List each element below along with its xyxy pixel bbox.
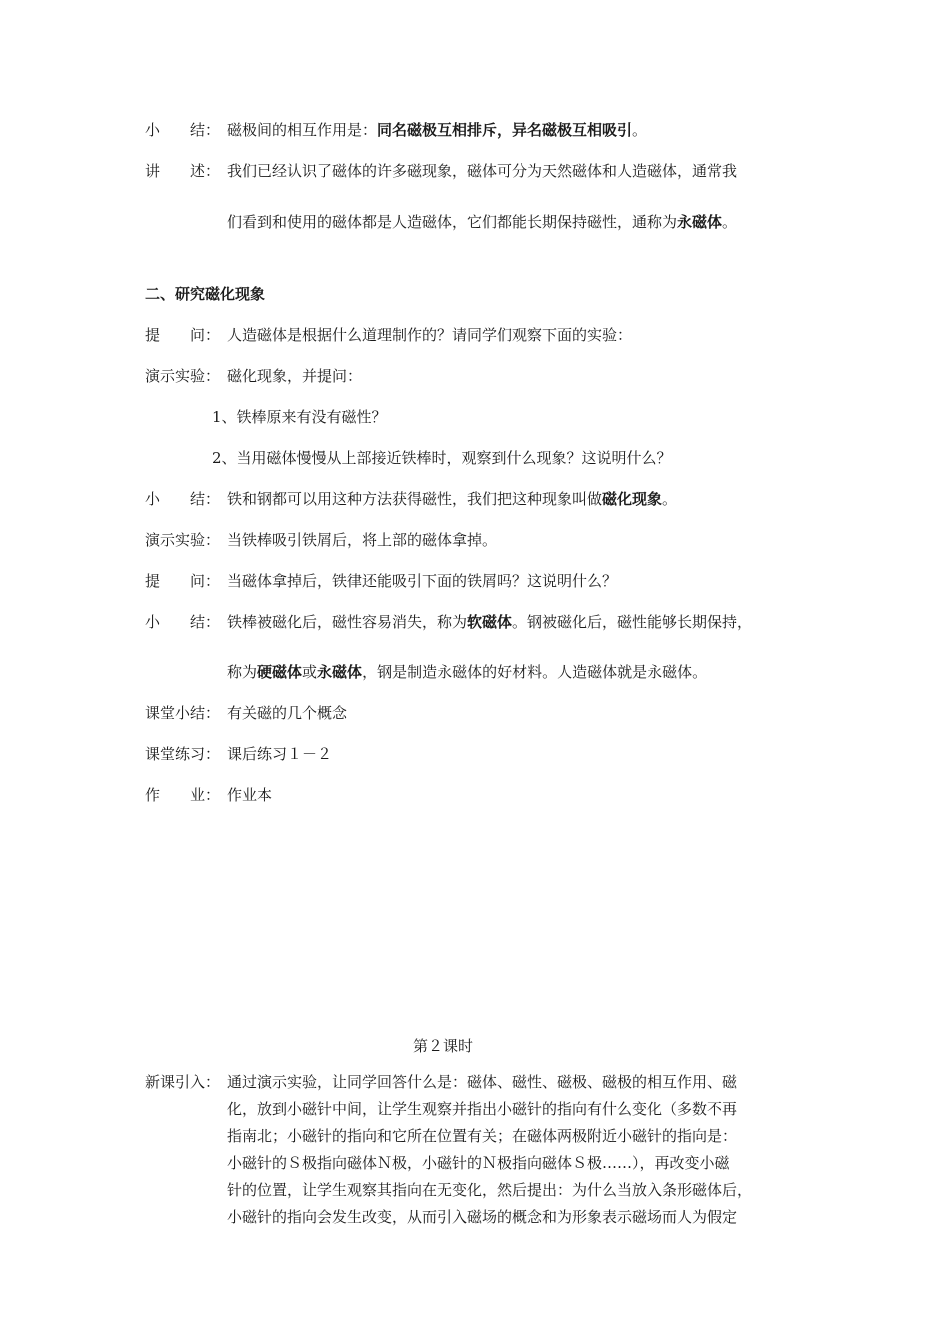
intro-line-4: 小磁针的Ｓ极指向磁体Ｎ极，小磁针的Ｎ极指向磁体Ｓ极……），再改变小磁 bbox=[227, 1154, 730, 1172]
bold-text: 永磁体 bbox=[677, 213, 723, 231]
text: 或 bbox=[302, 663, 318, 681]
narration-line-1 bbox=[145, 161, 737, 181]
text: 磁化现象，并提问： bbox=[227, 367, 363, 385]
class-practice bbox=[145, 744, 332, 764]
text: 们看到和使用的磁体都是人造磁体，它们都能长期保持磁性，通称为 bbox=[227, 213, 678, 231]
label: 演示实验： bbox=[145, 367, 221, 385]
demo-item-1: 1、铁棒原来有没有磁性？ bbox=[212, 408, 387, 426]
text: 铁棒被磁化后，磁性容易消失，称为 bbox=[227, 613, 468, 631]
text: 当铁棒吸引铁屑后，将上部的磁体拿掉。 bbox=[227, 531, 498, 549]
text: 。 bbox=[662, 490, 678, 508]
text: 铁和钢都可以用这种方法获得磁性，我们把这种现象叫做 bbox=[227, 490, 603, 508]
text: 课后练习１－２ bbox=[227, 745, 333, 763]
homework bbox=[145, 785, 272, 805]
label: 作 业： bbox=[145, 786, 221, 804]
class-summary bbox=[145, 703, 347, 723]
text: 称为 bbox=[227, 663, 258, 681]
question-line-2 bbox=[145, 571, 617, 591]
label: 小 结： bbox=[145, 121, 221, 139]
label: 小 结： bbox=[145, 613, 221, 631]
summary-line-3 bbox=[145, 612, 752, 632]
label: 讲 述： bbox=[145, 162, 221, 180]
text: 。 bbox=[632, 121, 648, 139]
bold-text: 磁化现象 bbox=[602, 490, 663, 508]
summary-line-2 bbox=[145, 489, 677, 509]
section-heading: 二、研究磁化现象 bbox=[145, 285, 266, 303]
text: 作业本 bbox=[227, 786, 273, 804]
label: 课堂练习： bbox=[145, 745, 221, 763]
bold-text: 软磁体 bbox=[467, 613, 513, 631]
demo-line-2 bbox=[145, 530, 497, 550]
bold-text: 硬磁体 bbox=[257, 663, 303, 681]
bold-text: 同名磁极互相排斥，异名磁极互相吸引 bbox=[377, 121, 633, 139]
text: 。 bbox=[722, 213, 738, 231]
text: 通过演示实验，让同学回答什么是：磁体、磁性、磁极、磁极的相互作用、磁 bbox=[227, 1073, 738, 1091]
label: 课堂小结： bbox=[145, 704, 221, 722]
bold-text: 永磁体 bbox=[317, 663, 363, 681]
narration-line-2 bbox=[227, 212, 737, 232]
demo-item-2: 2、当用磁体慢慢从上部接近铁棒时，观察到什么现象？这说明什么？ bbox=[212, 449, 672, 467]
intro-line-3: 指南北；小磁针的指向和它所在位置有关；在磁体两极附近小磁针的指向是： bbox=[227, 1127, 738, 1145]
text: 。钢被磁化后，磁性能够长期保持， bbox=[512, 613, 753, 631]
summary-line-1 bbox=[145, 120, 647, 140]
lesson-title: 第２课时 bbox=[413, 1037, 474, 1055]
text: 我们已经认识了磁体的许多磁现象，磁体可分为天然磁体和人造磁体，通常我 bbox=[227, 162, 738, 180]
label: 新课引入： bbox=[145, 1073, 221, 1091]
text: 有关磁的几个概念 bbox=[227, 704, 348, 722]
intro-line-1 bbox=[145, 1072, 737, 1092]
question-line-1 bbox=[145, 325, 632, 345]
text: 人造磁体是根据什么道理制作的？请同学们观察下面的实验： bbox=[227, 326, 633, 344]
intro-line-5: 针的位置，让学生观察其指向在无变化，然后提出：为什么当放入条形磁体后， bbox=[227, 1181, 753, 1199]
label: 演示实验： bbox=[145, 531, 221, 549]
text: 磁极间的相互作用是： bbox=[227, 121, 378, 139]
label: 提 问： bbox=[145, 572, 221, 590]
label: 小 结： bbox=[145, 490, 221, 508]
text: ，钢是制造永磁体的好材料。人造磁体就是永磁体。 bbox=[362, 663, 708, 681]
intro-line-6: 小磁针的指向会发生改变，从而引入磁场的概念和为形象表示磁场而人为假定 bbox=[227, 1208, 738, 1226]
text: 当磁体拿掉后，铁律还能吸引下面的铁屑吗？这说明什么？ bbox=[227, 572, 618, 590]
intro-line-2: 化，放到小磁针中间，让学生观察并指出小磁针的指向有什么变化（多数不再 bbox=[227, 1100, 738, 1118]
demo-line-1 bbox=[145, 366, 362, 386]
label: 提 问： bbox=[145, 326, 221, 344]
summary-line-3-cont bbox=[227, 662, 707, 682]
